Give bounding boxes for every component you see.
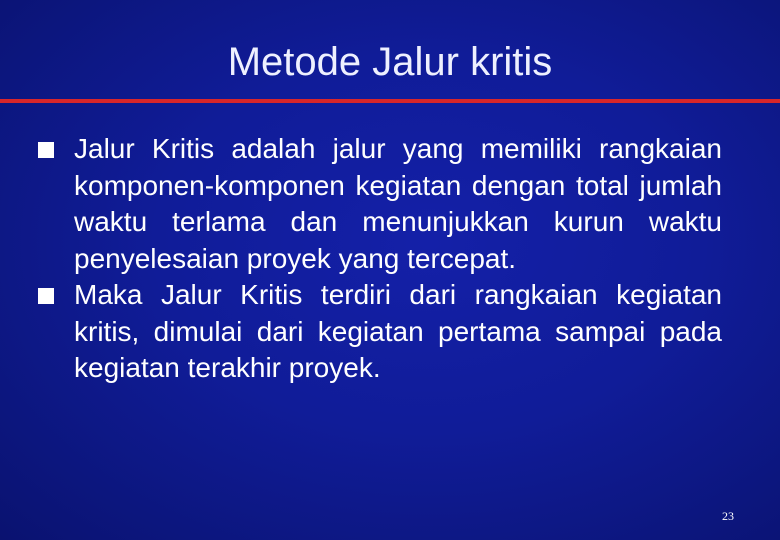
square-bullet-icon [38, 142, 54, 158]
bullet-item [38, 277, 722, 387]
slide-title: Metode Jalur kritis [227, 40, 553, 84]
title-divider [0, 99, 780, 103]
page-number: 23 [722, 509, 734, 523]
bullet-item [38, 131, 722, 277]
square-bullet-icon [38, 288, 54, 304]
bullet-text: Jalur Kritis adalah jalur yang memiliki rangkaian komponen-komponen kegiatan dengan total jumlah waktu terlama dan menunjukkan kurun waktu penyelesaian proyek yang tercepat. [74, 133, 722, 274]
bullet-list [38, 131, 722, 387]
bullet-text: Maka Jalur Kritis terdiri dari rangkaian kegiatan kritis, dimulai dari kegiatan pertama sampai pada kegiatan terakhir proyek. [74, 279, 722, 383]
